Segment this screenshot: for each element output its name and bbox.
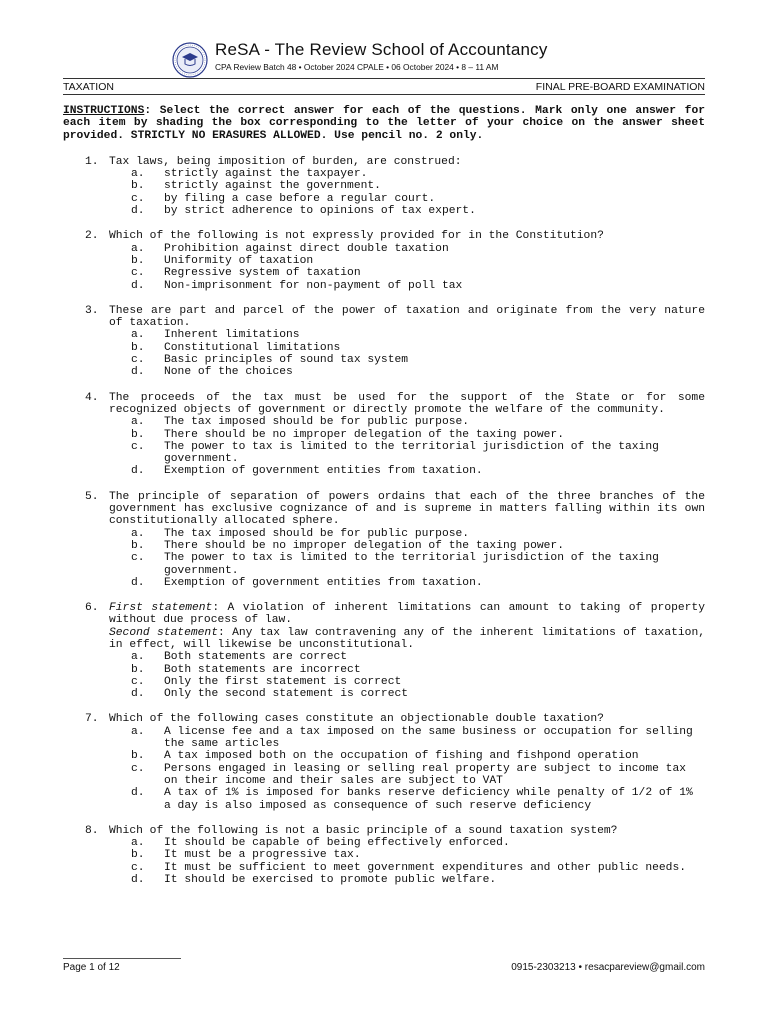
option-letter: a. <box>131 329 145 342</box>
option-text: by filing a case before a regular court. <box>164 192 436 205</box>
answer-option <box>109 429 705 441</box>
option-text: Only the first statement is correct <box>164 675 402 688</box>
option-letter: c. <box>131 440 145 453</box>
answer-option <box>109 726 705 751</box>
exam-label: FINAL PRE-BOARD EXAMINATION <box>535 81 705 93</box>
option-text: Exemption of government entities from taxation. <box>164 465 483 478</box>
header-rule-bottom <box>63 94 705 95</box>
answer-option <box>109 255 705 267</box>
option-letter: a. <box>131 416 145 429</box>
instructions-text: : Select the correct answer for each of the questions. Mark only one answer for each item by shading the box corresponding to the letter of your choice on the answer sheet provided. STRICTLY NO ERASURES ALLOWED. Use pencil no. 2 only. <box>63 105 705 142</box>
answer-option <box>109 267 705 279</box>
answer-option <box>109 354 705 366</box>
option-letter: c. <box>131 861 145 874</box>
option-letter: c. <box>131 675 145 688</box>
statement-s2 <box>109 627 705 652</box>
question-number: 8. <box>85 824 99 837</box>
answer-option <box>109 577 705 589</box>
option-text: Both statements are incorrect <box>164 663 361 676</box>
question-item <box>63 392 705 478</box>
option-letter: d. <box>131 465 145 478</box>
option-text: Only the second statement is correct <box>164 688 409 701</box>
answer-option <box>109 280 705 292</box>
option-text: Prohibition against direct double taxation <box>164 242 449 255</box>
option-letter: b. <box>131 428 145 441</box>
option-text: Inherent limitations <box>164 329 300 342</box>
option-text: strictly against the taxpayer. <box>164 168 368 181</box>
answer-option <box>109 528 705 540</box>
answer-option <box>109 688 705 700</box>
answer-option <box>109 193 705 205</box>
question-text: Tax laws, being imposition of burden, are construed: <box>109 155 462 168</box>
answer-option <box>109 441 705 466</box>
option-letter: d. <box>131 688 145 701</box>
answer-option <box>109 763 705 788</box>
question-item <box>63 156 705 217</box>
answer-option <box>109 676 705 688</box>
answer-option <box>109 540 705 552</box>
option-text: A tax of 1% is imposed for banks reserve deficiency while penalty of 1/2 of 1% a day is also imposed as consequence of such reserve deficiency <box>164 787 693 812</box>
option-text: by strict adherence to opinions of tax expert. <box>164 205 476 218</box>
option-text: There should be no improper delegation of the taxing power. <box>164 428 564 441</box>
option-letter: a. <box>131 242 145 255</box>
answer-option <box>109 180 705 192</box>
question-number: 4. <box>85 391 99 404</box>
option-text: Uniformity of taxation <box>164 254 314 267</box>
option-letter: d. <box>131 366 145 379</box>
option-letter: b. <box>131 539 145 552</box>
option-text: None of the choices <box>164 366 293 379</box>
question-number: 7. <box>85 713 99 726</box>
option-letter: c. <box>131 762 145 775</box>
question-item <box>63 305 705 379</box>
question-number: 3. <box>85 304 99 317</box>
option-text: Regressive system of taxation <box>164 267 361 280</box>
option-text: The tax imposed should be for public purpose. <box>164 527 470 540</box>
question-number: 5. <box>85 490 99 503</box>
question-text: The principle of separation of powers ordains that each of the three branches of the government has exclusive cognizance of and is supreme in matters falling within its own constitutionally allocated sphere. <box>109 490 705 528</box>
option-letter: a. <box>131 527 145 540</box>
question-item <box>63 602 705 700</box>
option-text: There should be no improper delegation of the taxing power. <box>164 539 564 552</box>
option-text: The power to tax is limited to the territorial jurisdiction of the taxing government. <box>164 552 659 577</box>
instructions <box>63 105 705 142</box>
option-letter: b. <box>131 341 145 354</box>
statement-label: Second statement <box>109 626 218 639</box>
exam-content <box>63 105 705 899</box>
question-text: Which of the following cases constitute an objectionable double taxation? <box>109 713 604 726</box>
option-text: The tax imposed should be for public purpose. <box>164 416 470 429</box>
answer-option <box>109 243 705 255</box>
option-letter: d. <box>131 279 145 292</box>
option-text: strictly against the government. <box>164 180 381 193</box>
option-text: Basic principles of sound tax system <box>164 354 409 367</box>
option-letter: a. <box>131 168 145 181</box>
option-letter: c. <box>131 354 145 367</box>
option-letter: c. <box>131 267 145 280</box>
option-text: Exemption of government entities from taxation. <box>164 576 483 589</box>
statement-text: : Any tax law contravening any of the inherent limitations of taxation, in effect, will likewise be unconstitutional. <box>109 626 706 651</box>
option-letter: d. <box>131 576 145 589</box>
answer-option <box>109 837 705 849</box>
answer-option <box>109 168 705 180</box>
option-letter: d. <box>131 874 145 887</box>
option-text: Both statements are correct <box>164 651 348 664</box>
option-letter: c. <box>131 192 145 205</box>
question-item <box>63 825 705 886</box>
question-list <box>63 156 705 886</box>
option-letter: d. <box>131 787 145 800</box>
question-item <box>63 491 705 589</box>
option-text: The power to tax is limited to the territorial jurisdiction of the taxing government. <box>164 440 659 466</box>
answer-option <box>109 366 705 378</box>
answer-option <box>109 849 705 861</box>
option-text: It should be exercised to promote public welfare. <box>164 874 497 887</box>
question-number: 1. <box>85 155 99 168</box>
question-item <box>63 230 705 291</box>
question-number: 2. <box>85 230 99 243</box>
answer-option <box>109 750 705 762</box>
answer-option <box>109 874 705 886</box>
answer-option <box>109 465 705 477</box>
question-item <box>63 713 705 811</box>
question-text: Which of the following is not a basic principle of a sound taxation system? <box>109 824 618 837</box>
answer-option <box>109 664 705 676</box>
option-text: It must be sufficient to meet government expenditures and other public needs. <box>164 861 687 874</box>
answer-option <box>109 651 705 663</box>
option-letter: a. <box>131 837 145 850</box>
header-rule-top <box>63 78 705 79</box>
school-name: - The Review School of Accountancy <box>259 40 548 59</box>
option-letter: b. <box>131 180 145 193</box>
question-text: The proceeds of the tax must be used for the support of the State or for some recognized objects of government or directly promote the welfare of the community. <box>109 391 705 416</box>
option-letter: c. <box>131 552 145 565</box>
option-letter: b. <box>131 254 145 267</box>
statement-text: : A violation of inherent limitations can amount to taking of property without due process of law. <box>109 602 705 627</box>
footer-rule <box>63 958 181 959</box>
contact-info: 0915-2303213 • resacpareview@gmail.com <box>511 962 705 973</box>
option-letter: d. <box>131 205 145 218</box>
answer-option <box>109 552 705 577</box>
statement-s1 <box>109 602 705 627</box>
answer-option <box>109 205 705 217</box>
option-text: Persons engaged in leasing or selling real property are subject to income tax on their income and their sales are subject to VAT <box>164 762 687 787</box>
option-letter: b. <box>131 750 145 763</box>
statement-label: First statement <box>109 602 213 615</box>
option-text: Non-imprisonment for non-payment of poll tax <box>164 279 463 292</box>
answer-option <box>109 416 705 428</box>
subject-label: TAXATION <box>63 81 114 93</box>
option-text: A license fee and a tax imposed on the same business or occupation for selling the same articles <box>164 725 693 751</box>
option-letter: a. <box>131 725 145 738</box>
page-number: Page 1 of 12 <box>63 962 120 973</box>
brand-name: ReSA <box>215 40 260 59</box>
answer-option <box>109 342 705 354</box>
option-letter: b. <box>131 849 145 862</box>
instructions-label: INSTRUCTIONS <box>63 105 145 117</box>
school-title <box>215 40 548 60</box>
answer-option <box>109 787 705 812</box>
question-number: 6. <box>85 602 99 615</box>
question-text: Which of the following is not expressly provided for in the Constitution? <box>109 230 604 243</box>
option-text: A tax imposed both on the occupation of fishing and fishpond operation <box>164 750 639 763</box>
resa-logo-icon <box>172 42 208 78</box>
answer-option <box>109 329 705 341</box>
option-letter: a. <box>131 651 145 664</box>
question-text: These are part and parcel of the power of taxation and originate from the very nature of taxation. <box>109 304 705 330</box>
option-letter: b. <box>131 663 145 676</box>
option-text: It should be capable of being effectively enforced. <box>164 837 510 850</box>
option-text: It must be a progressive tax. <box>164 849 361 862</box>
exam-details: CPA Review Batch 48 • October 2024 CPALE • 06 October 2024 • 8 – 11 AM <box>215 62 499 72</box>
option-text: Constitutional limitations <box>164 341 341 354</box>
answer-option <box>109 862 705 874</box>
